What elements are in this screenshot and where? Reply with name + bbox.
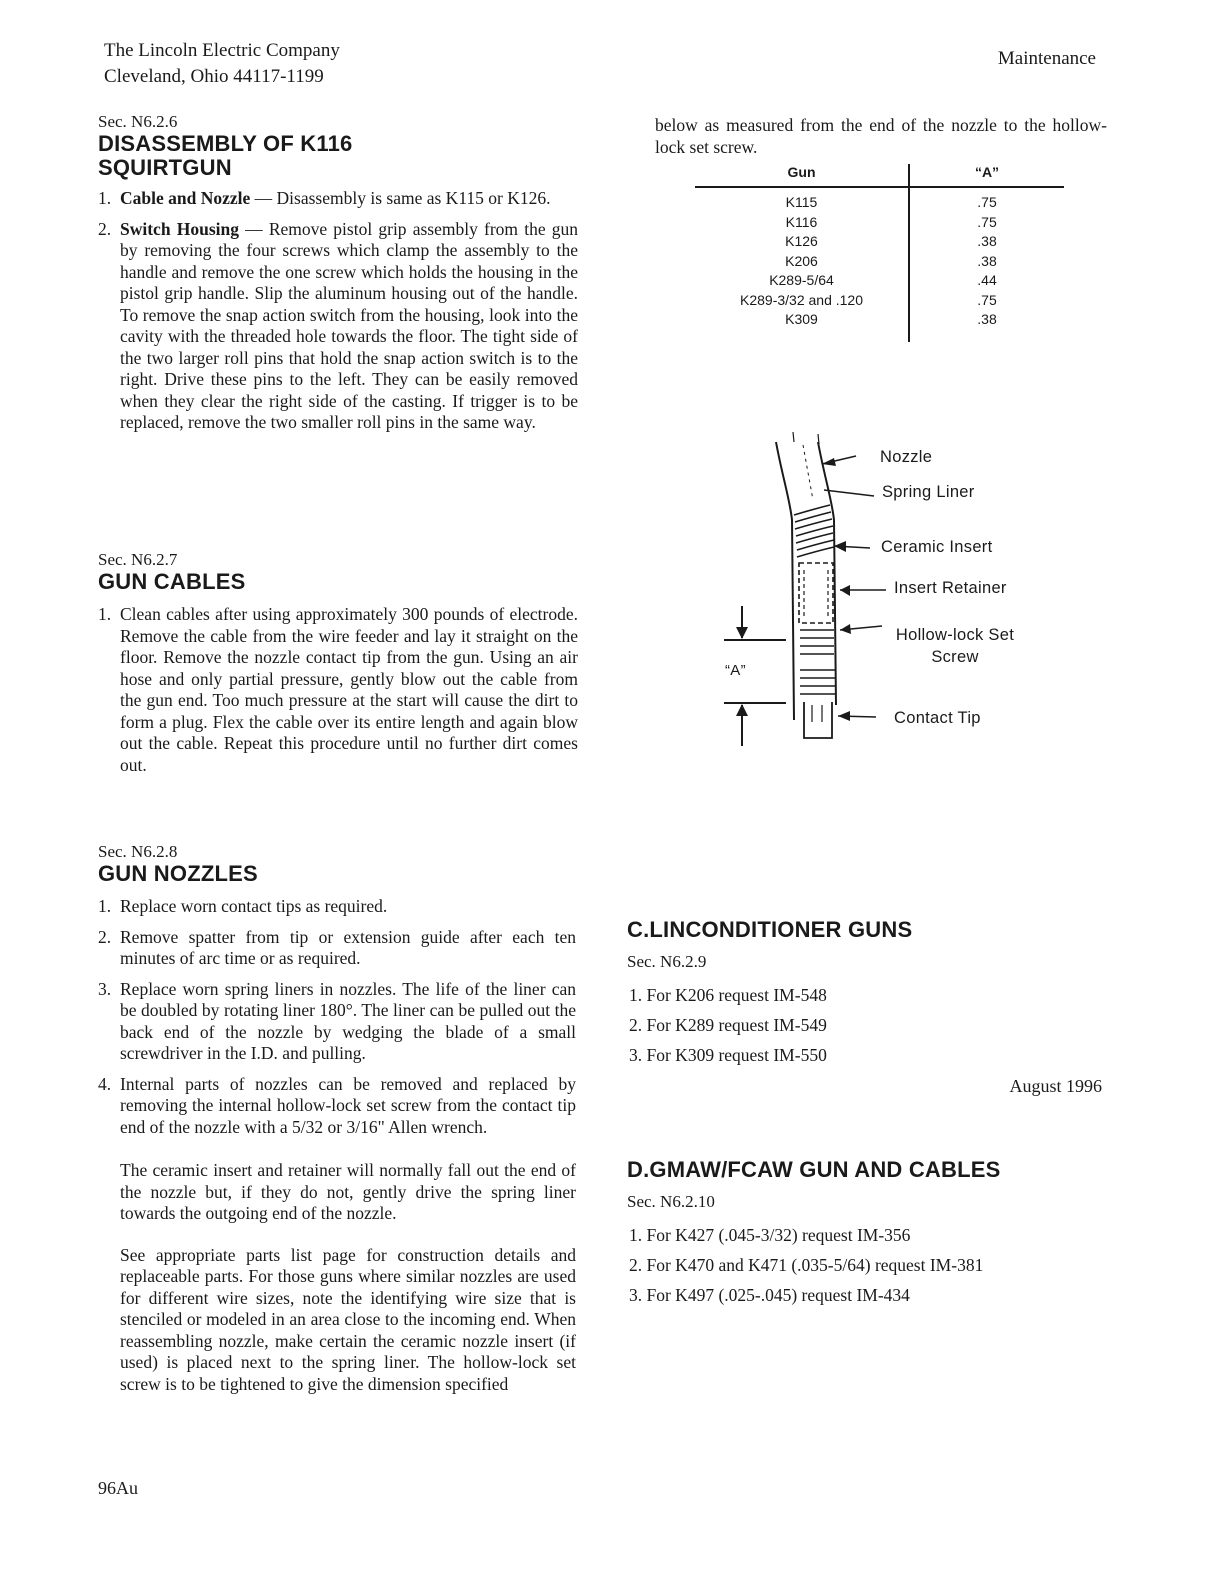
table-row [695,232,1064,252]
list-item: 3. For K309 request IM-550 [629,1045,827,1065]
item-heading: Switch Housing [120,218,239,239]
paragraph: See appropriate parts list page for construction details and replaceable parts. For those guns where similar nozzles are used for different wire sizes, note the identifying wire size that is stenciled or modeled in an area close to the incoming end. When reassembling nozzle, make certain the ceramic nozzle insert (if used) is placed next to the spring liner. The hollow-lock set screw is to be tightened to give the dimension specified [120,1244,576,1394]
disassembly-list [98,188,578,434]
list-item [98,1074,576,1139]
item-text: — Disassembly is same as K115 or K126. [250,188,551,208]
cell-gun: K289-3/32 and .120 [695,291,909,311]
section-number: Sec. N6.2.10 [627,1192,715,1211]
cell-gun: K309 [695,310,909,342]
spring-liner-coils [794,505,834,557]
label-hollow-lock-set-screw [885,626,1025,667]
table-row [695,291,1064,311]
section-number: Sec. N6.2.7 [98,550,178,569]
label-spring-liner: Spring Liner [882,483,975,501]
company-address: Cleveland, Ohio 44117-1199 [104,66,324,87]
table-row [695,213,1064,233]
cables-list [98,604,578,776]
label-nozzle: Nozzle [880,448,933,466]
item-number: 4. [98,1073,112,1094]
item-text: — Remove pistol grip assembly from the gun by removing the four screws which clamp the assembly to the handle and remove the one screw which holds the housing in the pistol grip handle. Slip the aluminum housing out of the handle. To remove the snap action switch from the housing, look into the cavity with the threaded hole towards the floor. The tight side of the two larger roll pins that hold the snap action switch is to the right. Drive these pins to the left. They can be easily removed when they clear the right side of the casting. If trigger is to be replaced, remove the two smaller roll pins in the same way. [120,218,578,432]
list-item [98,979,576,1065]
item-heading: Cable and Nozzle [120,188,251,208]
contact-tip [804,702,832,738]
cell-a: .44 [977,272,997,288]
section-n628 [98,842,576,1415]
page-code: 96Au [98,1478,138,1498]
section-title-line1: DISASSEMBLY OF K116 [98,131,353,156]
cell-gun: K206 [695,252,909,272]
list-item [98,219,578,434]
list-item: 2. For K470 and K471 (.035-5/64) request IM-381 [629,1255,984,1275]
label-line: Hollow-lock Set [895,626,1015,644]
table [695,164,1064,342]
nozzles-list [98,896,576,1138]
list-item: 2. For K289 request IM-549 [629,1015,827,1035]
label-line: Screw [931,648,979,666]
column-header: “A” [909,164,1064,187]
section-title [98,132,578,180]
item-number: 2. [98,218,112,239]
item-number: 1. [98,896,112,916]
cell-a: .75 [977,194,997,210]
section-title-line2: SQUIRTGUN [98,155,232,180]
section-title: GUN NOZZLES [98,861,258,886]
gun-dimension-table [695,164,1064,342]
cell-a: .75 [977,213,997,230]
section-c [627,918,1107,1070]
section-n627 [98,550,578,785]
item-text: Replace worn spring liners in nozzles. The life of the liner can be doubled by rotating liner 180°. The liner can be pulled out the back end of the nozzle by wedging the blade of a small screwdriver in the I.D. and pulling. [120,978,576,1063]
label-insert-retainer: Insert Retainer [894,579,1007,597]
list-item [98,927,576,970]
section-header: Maintenance [997,48,1096,69]
section-title: D.GMAW/FCAW GUN AND CABLES [627,1157,1001,1182]
linconditioner-list [629,980,1107,1070]
table-row [695,310,1064,342]
cell-gun: K115 [695,187,909,213]
company-name: The Lincoln Electric Company [104,40,340,61]
list-item: 3. For K497 (.025-.045) request IM-434 [629,1285,910,1305]
section-number: Sec. N6.2.9 [627,952,707,971]
section-n626 [98,112,578,443]
section-title: C.LINCONDITIONER GUNS [627,917,913,942]
section-number: Sec. N6.2.8 [98,842,178,861]
table-row [695,271,1064,291]
cell-a: .38 [977,252,997,269]
gmaw-list [629,1220,1107,1310]
list-item [98,896,576,918]
item-text: Internal parts of nozzles can be removed and replaced by removing the internal hollow-lock set screw from the contact tip end of the nozzle with a 5/32 or 3/16" Allen wrench. [120,1073,576,1137]
label-ceramic-insert: Ceramic Insert [881,538,993,556]
column-header: Gun [695,164,909,187]
item-number: 1. [98,188,112,208]
cell-gun: K126 [695,232,909,252]
item-text: Remove spatter from tip or extension guide after each ten minutes of arc time or as required. [120,926,576,968]
item-text: Clean cables after using approximately 300 pounds of electrode. Remove the cable from the wire feeder and lay it straight on the floor. Remove the nozzle contact tip from the gun. Using an air hose and only partial pressure, gently blow out the cable from the gun end. Too much pressure at the start will cause the dirt to form a plug. Flex the cable over its entire length and again blow out the cable. Repeat this procedure until no further dirt comes out. [120,604,578,775]
company-header [104,38,340,90]
section-number: Sec. N6.2.6 [98,112,178,131]
set-screw-threads [800,630,836,694]
section-title: GUN CABLES [98,569,246,594]
label-contact-tip: Contact Tip [894,709,981,727]
list-item: 1. For K206 request IM-548 [629,985,827,1005]
cell-gun: K289-5/64 [695,271,909,291]
section-d [627,1158,1107,1310]
list-item [98,188,578,210]
list-item [98,604,578,776]
cell-a: .38 [977,233,997,249]
cell-a: .38 [977,311,997,327]
table-row [695,187,1064,213]
continuation-text: below as measured from the end of the nozzle to the hollow-lock set screw. [655,115,1107,157]
nozzle-outline [776,442,794,720]
item-number: 1. [98,604,112,624]
item-number: 3. [98,978,112,999]
label-dimension-a: “A” [725,662,746,679]
table-header-row [695,164,1064,187]
table-row [695,252,1064,272]
paragraph: The ceramic insert and retainer will normally fall out the end of the nozzle but, if they do not, gently drive the spring liner towards the outgoing end of the nozzle. [120,1160,576,1223]
list-item: 1. For K427 (.045-3/32) request IM-356 [629,1225,911,1245]
date: August 1996 [1009,1076,1102,1096]
cell-a: .75 [977,291,997,308]
item-text: Replace worn contact tips as required. [120,896,388,916]
item-number: 2. [98,926,112,947]
cell-gun: K116 [695,213,909,233]
